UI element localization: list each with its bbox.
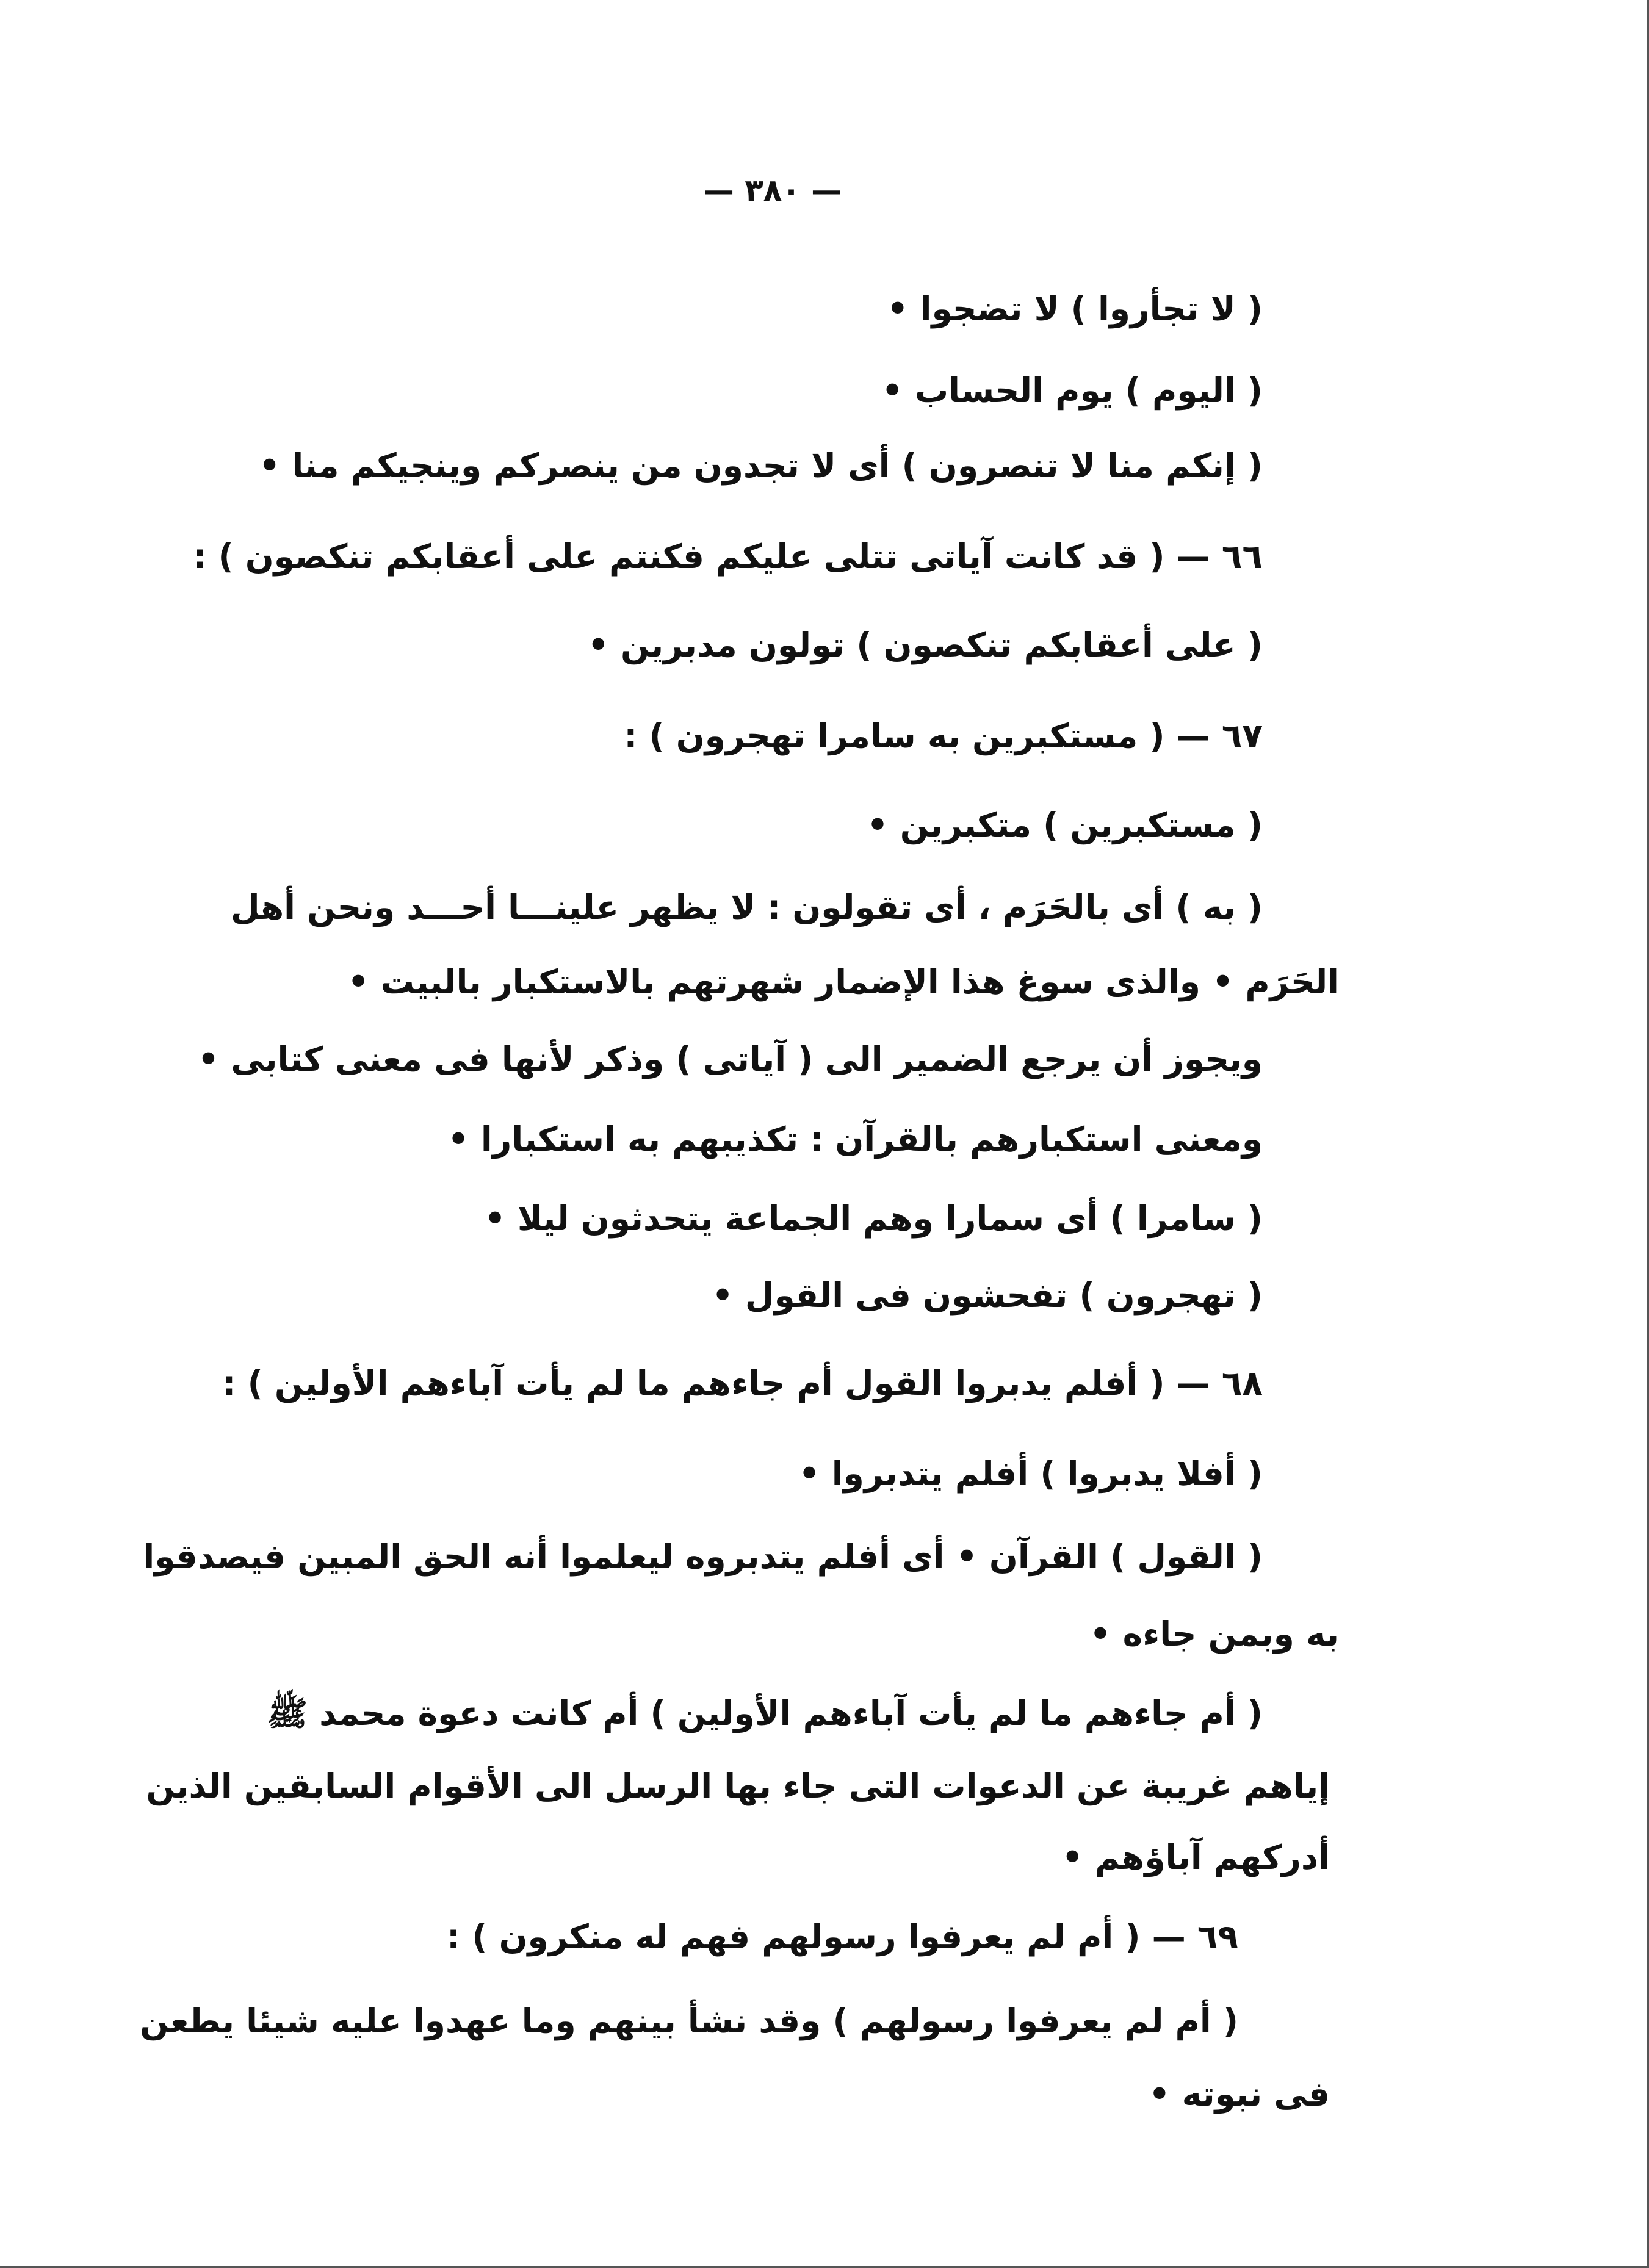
text-line: ( لا تجأروا ) لا تضجوا • xyxy=(887,289,1263,328)
text-line: ( على أعقابكم تنكصون ) تولون مدبرين • xyxy=(587,625,1263,664)
text-line: ( أفلا يدبروا ) أفلم يتدبروا • xyxy=(798,1454,1263,1493)
verse-heading-67: ٦٧ — ( مستكبرين به سامرا تهجرون ) : xyxy=(624,716,1263,755)
text-line: ( اليوم ) يوم الحساب • xyxy=(881,371,1263,410)
text-line: ( به ) أى بالحَرَم ، أى تقولون : لا يظهر علينـــا أحـــد ونحن أهل xyxy=(230,888,1263,927)
text-line: ( تهجرون ) تفحشون فى القول • xyxy=(712,1276,1263,1315)
text-line: ( أم جاءهم ما لم يأت آباءهم الأولين ) أم كانت دعوة محمد ﷺ xyxy=(267,1694,1263,1733)
verse-heading-69: ٦٩ — ( أم لم يعرفوا رسولهم فهم له منكرون ) : xyxy=(447,1917,1238,1956)
text-line: ومعنى استكبارهم بالقرآن : تكذيبهم به استكبارا • xyxy=(447,1120,1263,1159)
text-line: فى نبوته • xyxy=(1149,2075,1330,2114)
verse-heading-66: ٦٦ — ( قد كانت آياتى تتلى عليكم فكنتم على أعقابكم تنكصون ) : xyxy=(193,537,1263,576)
page-number: — ٣٨٠ — xyxy=(703,173,842,208)
text-line: أدركهم آباؤهم • xyxy=(1061,1838,1330,1877)
verse-heading-68: ٦٨ — ( أفلم يدبروا القول أم جاءهم ما لم يأت آباءهم الأولين ) : xyxy=(222,1364,1263,1403)
text-line: ( إنكم منا لا تنصرون ) أى لا تجدون من ينصركم وينجيكم منا • xyxy=(259,446,1263,485)
text-line: الحَرَم • والذى سوغ هذا الإضمار شهرتهم بالاستكبار بالبيت • xyxy=(347,962,1339,1001)
text-line: ( القول ) القرآن • أى أفلم يتدبروه ليعلموا أنه الحق المبين فيصدقوا xyxy=(143,1537,1263,1576)
text-line: ويجوز أن يرجع الضمير الى ( آياتى ) وذكر لأنها فى معنى كتابى • xyxy=(197,1040,1263,1079)
text-line: إياهم غريبة عن الدعوات التى جاء بها الرسل الى الأقوام السابقين الذين xyxy=(146,1766,1330,1805)
text-line: ( أم لم يعرفوا رسولهم ) وقد نشأ بينهم وما عهدوا عليه شيئا يطعن xyxy=(140,2001,1238,2040)
text-line: ( سامرا ) أى سمارا وهم الجماعة يتحدثون ليلا • xyxy=(484,1199,1263,1238)
text-line: به وبمن جاءه • xyxy=(1089,1615,1339,1654)
text-line: ( مستكبرين ) متكبرين • xyxy=(867,805,1263,844)
